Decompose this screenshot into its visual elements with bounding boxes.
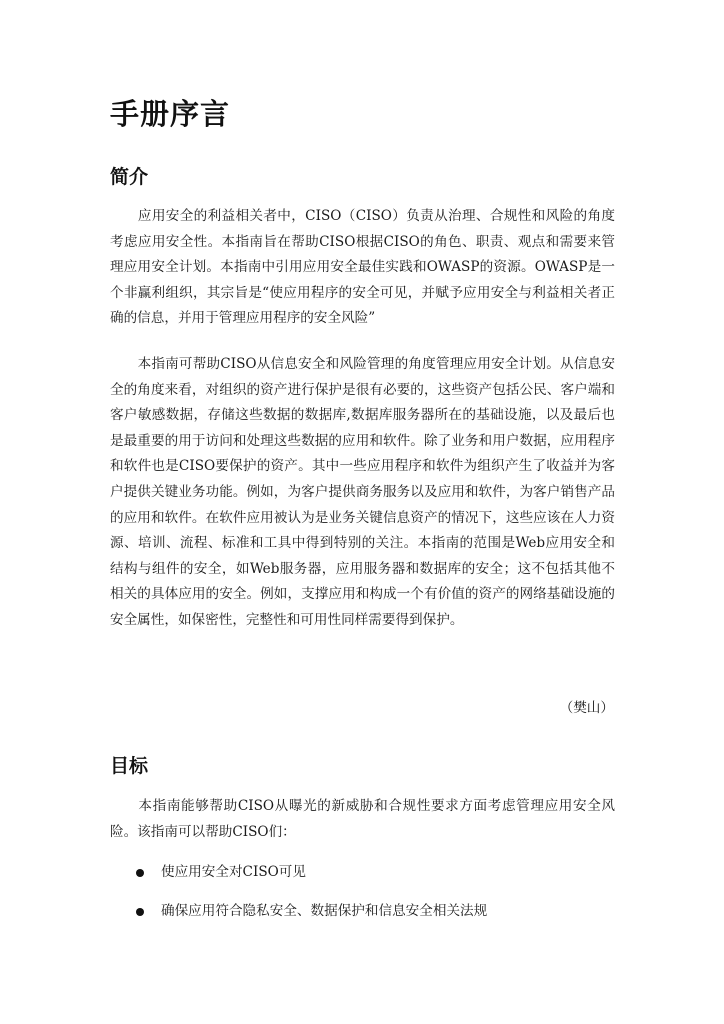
intro-paragraph-2: 本指南可帮助CISO从信息安全和风险管理的角度管理应用安全计划。从信息安全的角度来看，对组织的资产进行保护是很有必要的，这些资产包括公民、客户端和客户敏感数据，存储这些数据的数据库,数据库服务器所在的基础设施，以及最后也是最重要的用于访问和处理这些数据的应用和软件。除了业务和用户数据，应用程序和软件也是CISO要保护的资产。其中一些应用程序和软件为组织产生了收益并为客户提供关键业务功能。例如，为客户提供商务服务以及应用和软件，为客户销售产品的应用和软件。在软件应用被认为是业务关键信息资产的情况下，这些应该在人力资源、培训、流程、标准和工具中得到特别的关注。本指南的范围是Web应用安全和结构与组件的安全，如Web服务器，应用服务器和数据库的安全；这不包括其他不相关的具体应用的安全。例如，支撑应用和构成一个有价值的资产的网络基础设施的安全属性，如保密性，完整性和可用性同样需要得到保护。 [110, 356, 615, 628]
intro-paragraph-1: 应用安全的利益相关者中，CISO（CISO）负责从治理、合规性和风险的角度考虑应用安全性。本指南旨在帮助CISO根据CISO的角色、职责、观点和需要来管理应用安全计划。本指南中引用应用安全最佳实践和OWASP的资源。OWASP是一个非赢利组织，其宗旨是“使应用程序的安全可见，并赋予应用安全与利益相关者正确的信息，并用于管理应用程序的安全风险” [110, 208, 615, 327]
list-item [136, 899, 487, 924]
goals-heading: 目标 [110, 755, 149, 777]
page-title: 手册序言 [110, 97, 231, 131]
author-signature: （樊山） [559, 700, 614, 716]
list-item-text: 确保应用符合隐私安全、数据保护和信息安全相关法规 [161, 903, 488, 919]
bullet-icon [136, 869, 144, 877]
list-item-text: 使应用安全对CISO可见 [161, 864, 306, 880]
bullet-icon [136, 908, 144, 916]
intro-heading: 简介 [110, 166, 149, 188]
list-item [136, 860, 306, 885]
goals-paragraph: 本指南能够帮助CISO从曝光的新威胁和合规性要求方面考虑管理应用安全风险。该指南可以帮助CISO们： [110, 798, 615, 840]
